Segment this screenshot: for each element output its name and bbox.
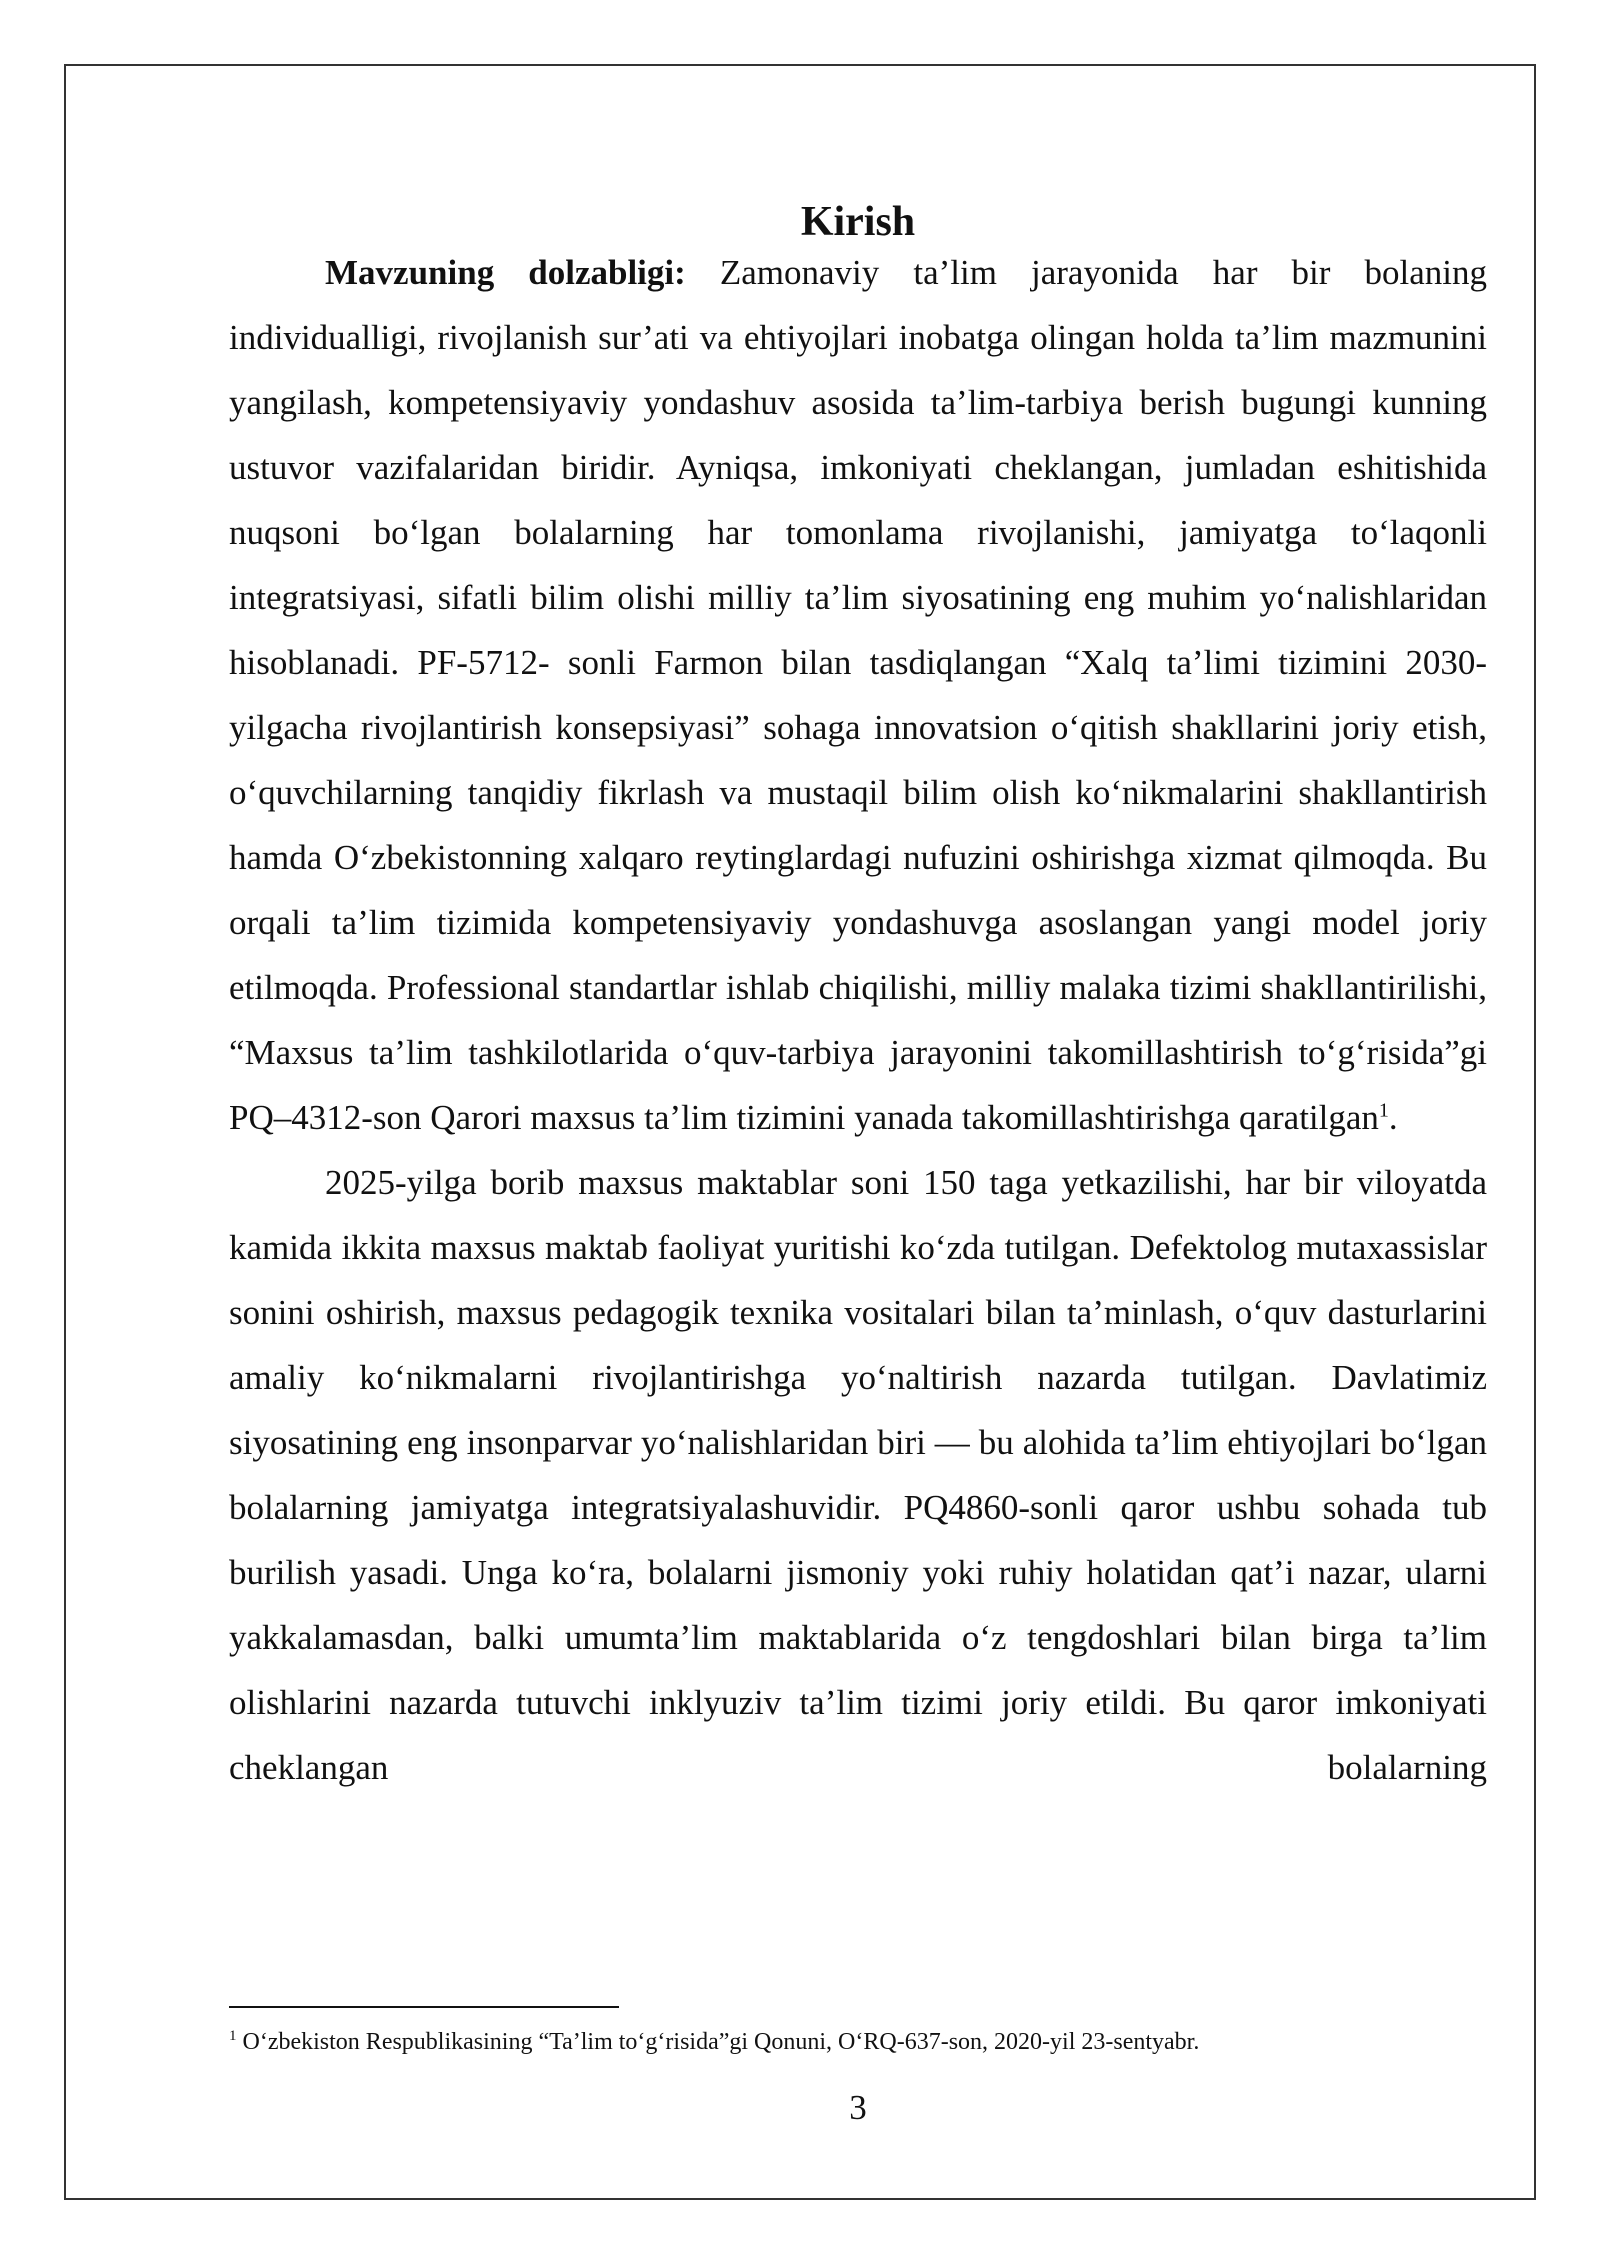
paragraph-1-end: . <box>1388 1098 1398 1137</box>
page-title: Kirish <box>800 199 916 245</box>
footnote-number: 1 <box>229 2028 237 2044</box>
paragraph-1 <box>229 240 1487 1150</box>
paragraph-2: 2025-yilga borib maxsus maktablar soni 150 taga yetkazilishi, har bir viloyatda kamida ikkita maxsus maktab faoliyat yuritishi ko‘zda tutilgan. Defektolog mutaxassislar sonini oshirish, maxsus pedagogik texnika vositalari bilan ta’minlash, o‘quv dasturlarini amaliy ko‘nikmalarni rivojlantirishga yo‘naltirish nazarda tutilgan. Davlatimiz siyosatining eng insonparvar yo‘nalishlaridan biri — bu alohida ta’lim ehtiyojlari bo‘lgan bolalarning jamiyatga integratsiyalashuvidir. PQ4860-sonli qaror ushbu sohada tub burilish yasadi. Unga ko‘ra, bolalarni jismoniy yoki ruhiy holatidan qat’i nazar, ularni yakkalamasdan, balki umumta’lim maktablarida o‘z tengdoshlari bilan birga ta’lim olishlarini nazarda tutuvchi inklyuziv ta’lim tizimi joriy etildi. Bu qaror imkoniyati cheklangan bolalarning <box>229 1163 1487 1787</box>
body-text <box>229 240 1487 1800</box>
footnote-reference[interactable]: 1 <box>1378 1099 1389 1122</box>
footnote <box>229 2024 1487 2060</box>
paragraph-lead: Mavzuning dolzabligi: <box>325 253 686 292</box>
footnote-text: O‘zbekiston Respublikasining “Ta’lim to‘g‘risida”gi Qonuni, O‘RQ-637-son, 2020-yil 23-sentyabr. <box>236 2029 1200 2055</box>
page-number: 3 <box>849 2088 867 2127</box>
footnote-separator <box>229 2006 619 2008</box>
paragraph-1-text: Zamonaviy ta’lim jarayonida har bir bolaning individualligi, rivojlanish sur’ati va ehtiyojlari inobatga olingan holda ta’lim mazmunini yangilash, kompetensiyaviy yondashuv asosida ta’lim-tarbiya berish bugungi kunning ustuvor vazifalaridan biridir. Ayniqsa, imkoniyati cheklangan, jumladan eshitishida nuqsoni bo‘lgan bolalarning har tomonlama rivojlanishi, jamiyatga to‘laqonli integratsiyasi, sifatli bilim olishi milliy ta’lim siyosatining eng muhim yo‘nalishlaridan hisoblanadi. PF-5712- sonli Farmon bilan tasdiqlangan “Xalq ta’limi tizimini 2030-yilgacha rivojlantirish konsepsiyasi” sohaga innovatsion o‘qitish shakllarini joriy etish, o‘quvchilarning tanqidiy fikrlash va mustaqil bilim olish ko‘nikmalarini shakllantirish hamda O‘zbekistonning xalqaro reytinglardagi nufuzini oshirishga xizmat qilmoqda. Bu orqali ta’lim tizimida kompetensiyaviy yondashuvga asoslangan yangi model joriy etilmoqda. Professional standartlar ishlab chiqilishi, milliy malaka tizimi shakllantirilishi, “Maxsus ta’lim tashkilotlarida o‘quv-tarbiya jarayonini takomillashtirish to‘g‘risida”gi PQ–4312-son Qarori maxsus ta’lim tizimini yanada takomillashtirishga qaratilgan <box>229 253 1487 1137</box>
